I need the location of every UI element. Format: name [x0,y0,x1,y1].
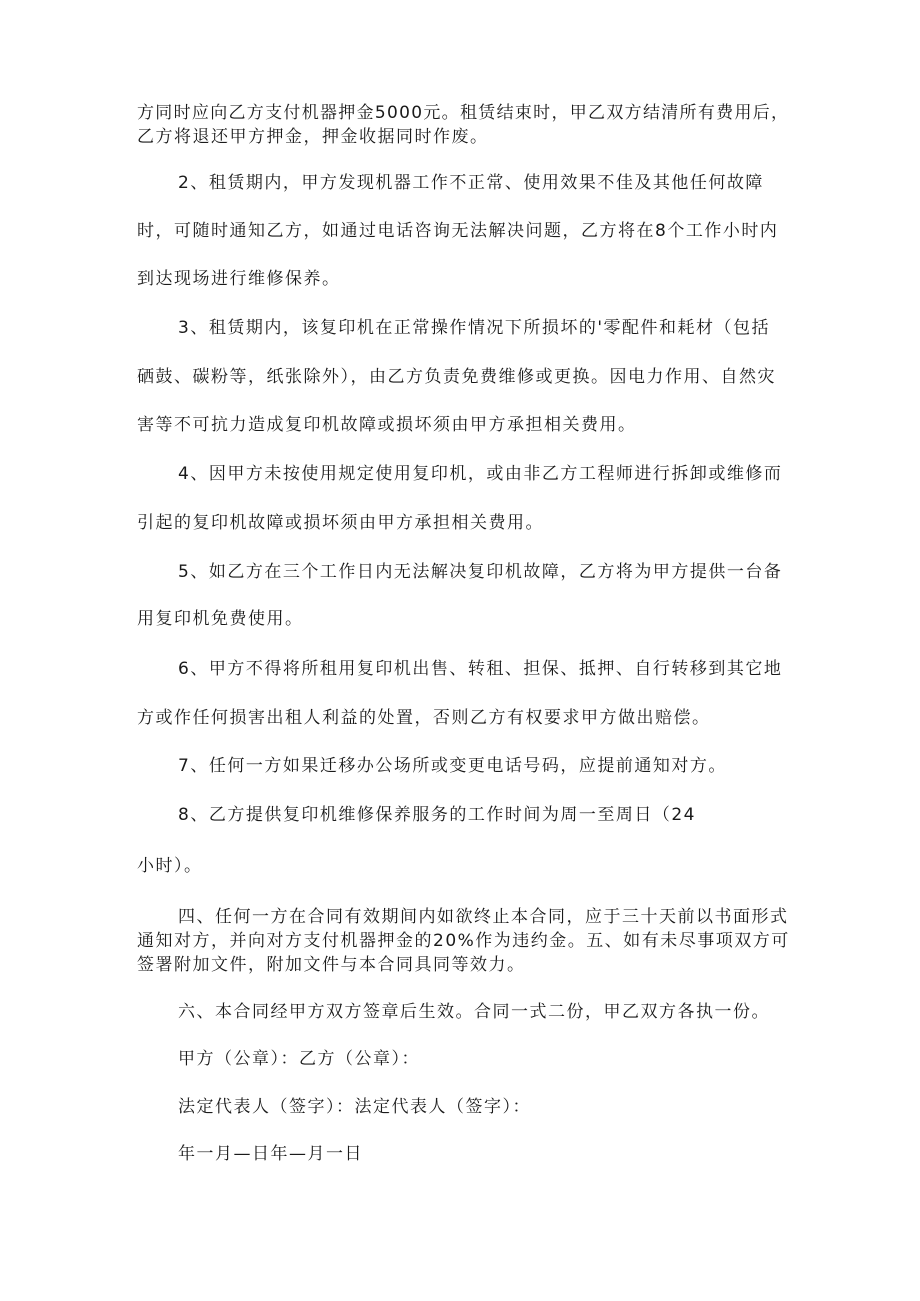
clause-4-line-2: 引起的复印机故障或损坏须由甲方承担相关费用。 [137,513,544,533]
clause-2-line-1: 2、租赁期内，甲方发现机器工作不正常、使用效果不佳及其他任何故障 [178,173,764,193]
intro-line-1: 方同时应向乙方支付机器押金5000元。租赁结束时，甲乙双方结清所有费用后， [137,103,790,123]
section-4-line-2: 通知对方，并向对方支付机器押金的20%作为违约金。五、如有未尽事项双方可 [137,931,790,951]
intro-line-2: 乙方将退还甲方押金，押金收据同时作废。 [137,127,489,147]
clause-3-line-2: 硒鼓、碳粉等，纸张除外），由乙方负责免费维修或更换。因电力作用、自然灾 [137,367,776,387]
clause-5-line-2: 用复印机免费使用。 [137,609,304,629]
clause-8-line-2: 小时）。 [137,856,203,876]
clause-7-line-1: 7、任何一方如果迁移办公场所或变更电话号码，应提前通知对方。 [178,756,727,776]
clause-5-line-1: 5、如乙方在三个工作日内无法解决复印机故障，乙方将为甲方提供一台备 [178,562,783,582]
clause-6-line-1: 6、甲方不得将所租用复印机出售、转租、担保、抵押、自行转移到其它地 [178,659,783,679]
clause-3-line-3: 害等不可抗力造成复印机故障或损坏须由甲方承担相关费用。 [137,415,637,435]
clause-2-line-2: 时，可随时通知乙方，如通过电话咨询无法解决问题，乙方将在8个工作小时内 [137,221,779,241]
signature-representatives: 法定代表人（签字）：法定代表人（签字）： [178,1097,531,1117]
signature-seals: 甲方（公章）：乙方（公章）： [178,1049,420,1069]
clause-2-line-3: 到达现场进行维修保养。 [137,269,341,289]
clause-8-line-1: 8、乙方提供复印机维修保养服务的工作时间为周一至周日（24 [178,805,696,825]
section-4-line-1: 四、任何一方在合同有效期间内如欲终止本合同，应于三十天前以书面形式 [178,907,789,927]
section-6-line-1: 六、本合同经甲方双方签章后生效。合同一式二份，甲乙双方各执一份。 [178,1002,770,1022]
clause-3-line-1: 3、租赁期内，该复印机在正常操作情况下所损坏的'零配件和耗材（包括 [178,318,770,338]
signature-dates: 年一月—日年—月一日 [178,1144,363,1164]
clause-6-line-2: 方或作任何损害出租人利益的处置，否则乙方有权要求甲方做出赔偿。 [137,708,711,728]
clause-4-line-1: 4、因甲方未按使用规定使用复印机，或由非乙方工程师进行拆卸或维修而 [178,464,783,484]
section-4-line-3: 签署附加文件，附加文件与本合同具同等效力。 [137,955,526,975]
